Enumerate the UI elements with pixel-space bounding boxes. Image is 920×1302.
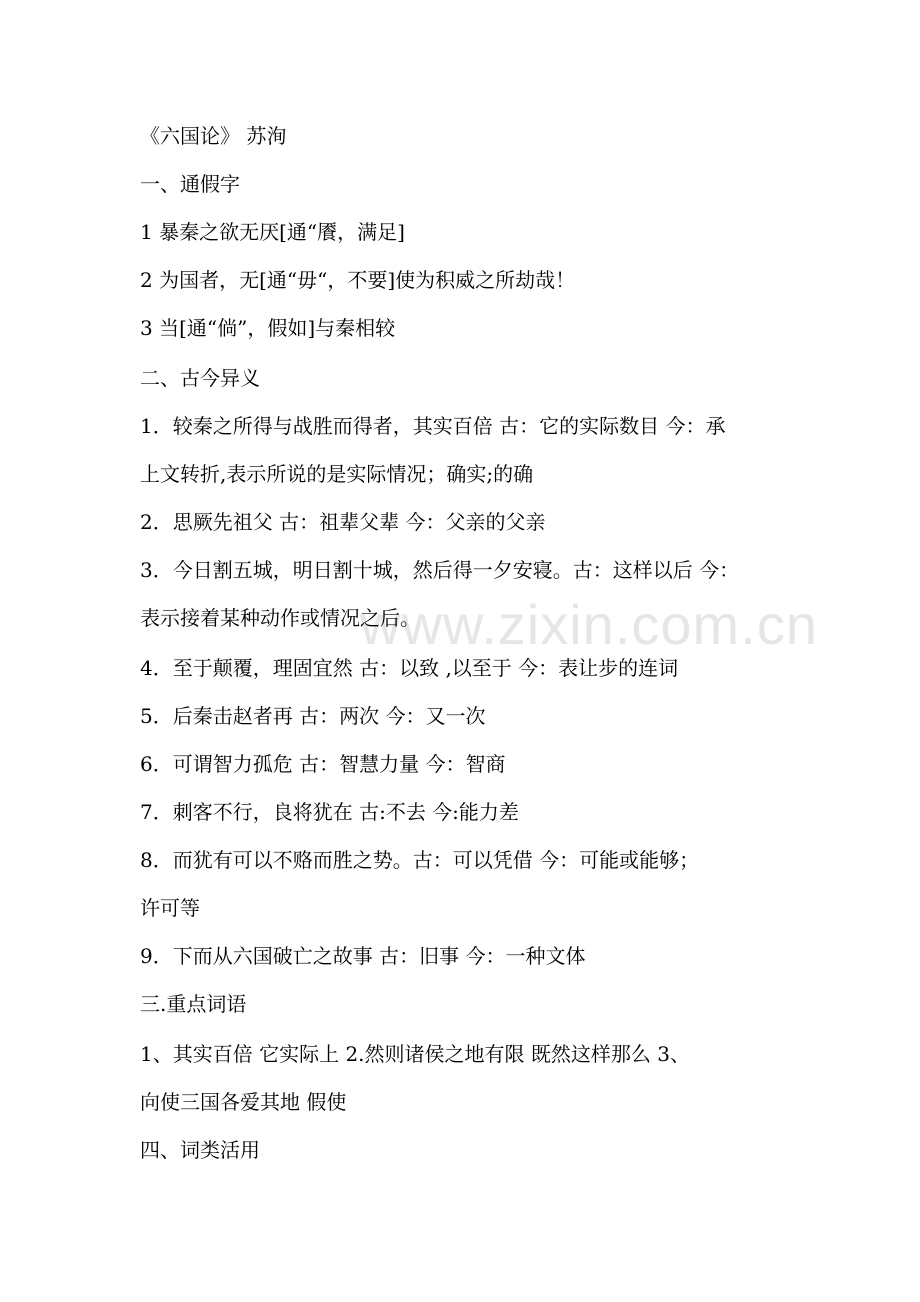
section-heading: 四、词类活用 (140, 1138, 260, 1162)
list-item: 9．下而从六国破亡之故事 古：旧事 今：一种文体 (140, 944, 586, 968)
list-item: 8．而犹有可以不赂而胜之势。古：可以凭借 今：可能或能够； (140, 848, 700, 872)
watermark: www.zixin.com.cn (360, 593, 818, 656)
section-heading: 一、通假字 (140, 172, 240, 196)
list-item: 1．较秦之所得与战胜而得者，其实百倍 古：它的实际数目 今：承 (140, 414, 726, 438)
list-item: 7．刺客不行，良将犹在 古:不去 今:能力差 (140, 800, 519, 824)
list-item: 3．今日割五城，明日割十城，然后得一夕安寝。古：这样以后 今： (140, 558, 740, 582)
list-item: 1 暴秦之欲无厌[通“餍，满足] (140, 220, 405, 244)
list-item-continued: 向使三国各爱其地 假使 (140, 1090, 347, 1114)
list-item-continued: 上文转折,表示所说的是实际情况；确实;的确 (140, 462, 534, 486)
doc-title: 《六国论》 苏洵 (140, 124, 287, 148)
list-item: 3 当[通“倘”，假如]与秦相较 (140, 316, 396, 340)
list-item: 2．思厥先祖父 古：祖辈父辈 今：父亲的父亲 (140, 510, 546, 534)
list-item: 2 为国者，无[通“毋“，不要]使为积威之所劫哉！ (140, 268, 576, 292)
list-item-continued: 许可等 (140, 896, 200, 920)
section-heading: 二、古今异义 (140, 366, 260, 390)
list-item: 4．至于颠覆，理固宜然 古：以致 ,以至于 今：表让步的连词 (140, 656, 679, 680)
list-item: 5．后秦击赵者再 古：两次 今：又一次 (140, 704, 486, 728)
section-heading: 三.重点词语 (140, 992, 247, 1016)
list-item: 6．可谓智力孤危 古：智慧力量 今：智商 (140, 752, 506, 776)
list-item: 1、其实百倍 它实际上 2.然则诸侯之地有限 既然这样那么 3、 (140, 1042, 690, 1066)
list-item-continued: 表示接着某种动作或情况之后。 (140, 606, 420, 630)
